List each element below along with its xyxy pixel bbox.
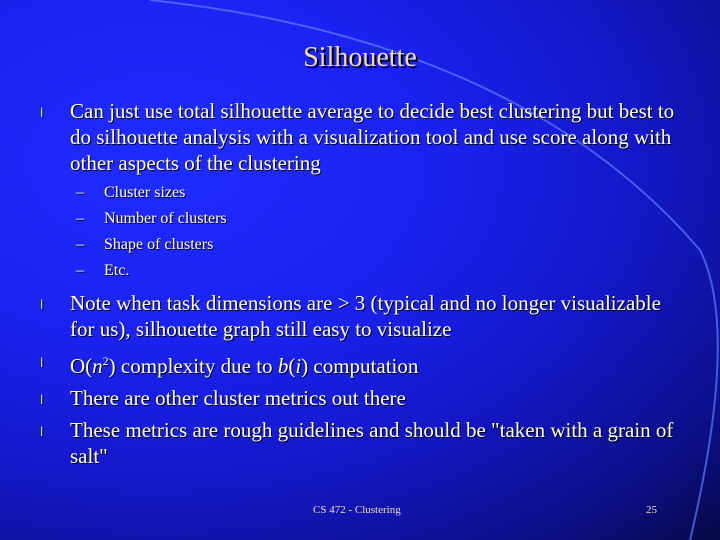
math-variable: b <box>277 354 289 378</box>
sub-bullet-text: Cluster sizes <box>104 184 186 201</box>
text-fragment: ) complexity due to <box>108 354 278 378</box>
footer-label: CS 472 - Clustering <box>313 504 401 516</box>
bullet-marker: l <box>40 106 44 120</box>
sub-bullet-text: Shape of clusters <box>104 236 214 253</box>
dash-marker: – <box>76 210 84 227</box>
superscript: 2 <box>102 354 109 368</box>
bullet-list-bottom <box>0 290 720 469</box>
bullet-text: Can just use total silhouette average to decide best clustering but best to do silhouette analysis with a visualization tool and use score along with other aspects of the clustering <box>70 99 675 175</box>
bullet-item <box>0 348 720 379</box>
sub-bullet-text: Number of clusters <box>104 210 227 227</box>
math-variable: n <box>92 354 103 378</box>
bullet-text-complexity <box>70 354 418 378</box>
bullet-list-top <box>0 98 720 176</box>
dash-marker: – <box>76 236 84 253</box>
sub-bullet-list <box>0 180 720 284</box>
slide-title: Silhouette <box>303 42 417 73</box>
text-fragment: O( <box>70 354 93 378</box>
dash-marker: – <box>76 184 84 201</box>
sub-bullet-item <box>0 180 720 206</box>
bullet-item <box>0 385 720 411</box>
sub-bullet-text: Etc. <box>104 262 130 279</box>
bullet-text: These metrics are rough guidelines and should be "taken with a grain of salt" <box>70 418 674 468</box>
bullet-item <box>0 290 720 342</box>
sub-bullet-item <box>0 206 720 232</box>
bullet-marker: l <box>40 393 44 407</box>
bullet-marker: l <box>40 425 44 439</box>
bullet-item <box>0 417 720 469</box>
sub-bullet-item <box>0 232 720 258</box>
text-fragment: ) computation <box>301 354 419 378</box>
bullet-marker: l <box>40 356 44 370</box>
math-variable: i <box>295 354 302 378</box>
bullet-marker: l <box>40 298 44 312</box>
text-fragment: ( <box>288 354 296 378</box>
sub-bullet-item <box>0 258 720 284</box>
dash-marker: – <box>76 262 84 279</box>
bullet-text: Note when task dimensions are > 3 (typical and no longer visualizable for us), silhouette graph still easy to visualize <box>70 291 661 341</box>
bullet-text: There are other cluster metrics out there <box>70 386 406 410</box>
page-number: 25 <box>646 504 657 516</box>
bullet-item <box>0 98 720 176</box>
